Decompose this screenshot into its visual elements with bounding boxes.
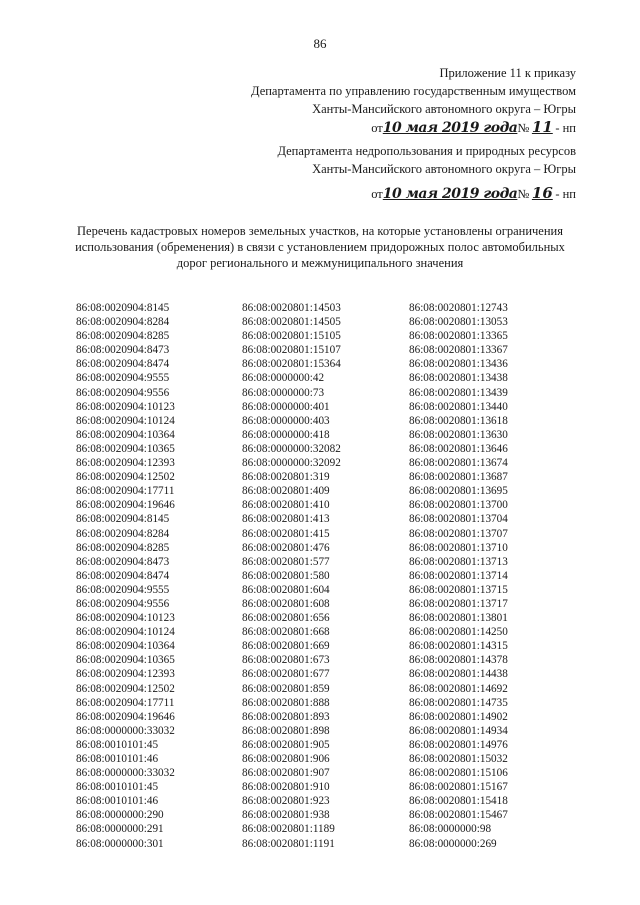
cadastral-number: 86:08:0000000:73	[242, 386, 325, 399]
handwritten-order-number: 11	[531, 118, 553, 136]
cadastral-number: 86:08:0010101:45	[76, 738, 159, 751]
order-number-label: №	[517, 187, 530, 201]
cadastral-number: 86:08:0020904:10365	[76, 442, 175, 455]
department-line: Департамента по управлению государственным имуществом	[251, 84, 576, 98]
cadastral-number: 86:08:0020801:13687	[409, 471, 508, 484]
cadastral-number: 86:08:0020801:14503	[242, 302, 341, 314]
cadastral-number: 86:08:0020801:415	[242, 527, 330, 540]
order-prefix: от	[371, 121, 383, 135]
cadastral-number: 86:08:0020801:859	[242, 682, 330, 695]
cadastral-number: 86:08:0020801:907	[242, 767, 330, 780]
cadastral-number: 86:08:0020904:17711	[76, 696, 175, 709]
order-suffix: - нп	[555, 121, 576, 135]
cadastral-number: 86:08:0020801:13700	[409, 499, 508, 512]
cadastral-number: 86:08:0000000:33032	[76, 724, 175, 737]
handwritten-order-number: 16	[531, 184, 553, 202]
cadastral-number: 86:08:0020904:8285	[76, 330, 170, 343]
cadastral-number: 86:08:0020801:14934	[409, 724, 508, 737]
cadastral-number: 86:08:0020801:13440	[409, 400, 508, 413]
cadastral-number: 86:08:0020801:580	[242, 569, 330, 582]
cadastral-number: 86:08:0020904:12502	[76, 682, 175, 695]
cadastral-number: 86:08:0020904:12502	[76, 471, 175, 484]
cadastral-number: 86:08:0020801:888	[242, 696, 330, 709]
cadastral-number: 86:08:0020801:15418	[409, 795, 508, 808]
cadastral-number: 86:08:0020801:677	[242, 668, 330, 681]
department-line: Департамента недропользования и природных ресурсов	[277, 144, 576, 158]
cadastral-number: 86:08:0020801:13630	[409, 428, 508, 441]
cadastral-number: 86:08:0020904:8145	[76, 513, 170, 526]
cadastral-number: 86:08:0020801:905	[242, 738, 330, 751]
cadastral-number: 86:08:0020801:604	[242, 583, 330, 596]
cadastral-number: 86:08:0020904:17711	[76, 485, 175, 498]
cadastral-number: 86:08:0020904:9556	[76, 597, 170, 610]
cadastral-number: 86:08:0020801:13365	[409, 330, 508, 343]
cadastral-number: 86:08:0020904:19646	[76, 499, 175, 512]
cadastral-number: 86:08:0020801:923	[242, 795, 330, 808]
cadastral-number: 86:08:0000000:98	[409, 823, 492, 836]
document-title: Перечень кадастровых номеров земельных участков, на которые установлены ограничения использования (обременения) в связи с установлением придорожных полос автомобильных дорог регионального и межмуниципального значения	[75, 224, 565, 270]
cadastral-number: 86:08:0020801:938	[242, 809, 330, 822]
cadastral-number: 86:08:0000000:33032	[76, 767, 175, 780]
cadastral-number: 86:08:0000000:269	[409, 837, 497, 850]
region-line: Ханты-Мансийского автономного округа – Югры	[312, 162, 576, 176]
cadastral-number: 86:08:0020904:19646	[76, 710, 175, 723]
cadastral-number: 86:08:0020801:906	[242, 753, 330, 765]
cadastral-number: 86:08:0020801:13715	[409, 583, 508, 596]
order-suffix: - нп	[555, 187, 576, 201]
cadastral-number: 86:08:0010101:46	[76, 795, 159, 808]
cadastral-number: 86:08:0020801:14735	[409, 696, 508, 709]
cadastral-number: 86:08:0020801:15032	[409, 753, 508, 765]
cadastral-number: 86:08:0000000:401	[242, 400, 330, 413]
cadastral-number: 86:08:0000000:42	[242, 372, 325, 385]
cadastral-column-1	[76, 301, 242, 851]
cadastral-number: 86:08:0000000:403	[242, 414, 330, 427]
cadastral-number: 86:08:0020801:14976	[409, 738, 508, 751]
cadastral-number: 86:08:0020801:14692	[409, 682, 508, 695]
cadastral-number: 86:08:0020801:319	[242, 471, 330, 484]
cadastral-number: 86:08:0020801:14505	[242, 316, 341, 329]
cadastral-number: 86:08:0000000:291	[76, 823, 164, 836]
cadastral-number: 86:08:0020801:14438	[409, 668, 508, 681]
cadastral-number: 86:08:0000000:418	[242, 428, 330, 441]
cadastral-number: 86:08:0020801:910	[242, 781, 330, 794]
cadastral-number: 86:08:0020904:9555	[76, 583, 170, 596]
cadastral-number: 86:08:0020904:8145	[76, 302, 170, 314]
cadastral-number: 86:08:0000000:301	[76, 837, 164, 850]
cadastral-number: 86:08:0020904:10364	[76, 428, 175, 441]
cadastral-number: 86:08:0020801:13714	[409, 569, 508, 582]
cadastral-number: 86:08:0020801:673	[242, 654, 330, 667]
cadastral-number: 86:08:0020904:10124	[76, 414, 175, 427]
cadastral-number: 86:08:0020904:8474	[76, 569, 170, 582]
cadastral-number: 86:08:0020801:669	[242, 640, 330, 653]
cadastral-number: 86:08:0020801:14378	[409, 654, 508, 667]
cadastral-number: 86:08:0020801:15167	[409, 781, 508, 794]
order-number-label: №	[517, 121, 530, 135]
cadastral-number: 86:08:0020801:15107	[242, 344, 341, 357]
handwritten-date: 10 мая 2019 года	[382, 120, 518, 136]
cadastral-number: 86:08:0010101:45	[76, 781, 159, 794]
cadastral-number: 86:08:0020801:13707	[409, 527, 508, 540]
cadastral-number: 86:08:0020801:13438	[409, 372, 508, 385]
cadastral-number: 86:08:0020801:12743	[409, 302, 508, 314]
cadastral-number: 86:08:0020801:13704	[409, 513, 508, 526]
cadastral-number: 86:08:0000000:290	[76, 809, 164, 822]
cadastral-number: 86:08:0020801:13695	[409, 485, 508, 498]
cadastral-number: 86:08:0020904:8284	[76, 316, 170, 329]
cadastral-number: 86:08:0020801:409	[242, 485, 330, 498]
cadastral-number: 86:08:0020904:10123	[76, 612, 175, 625]
cadastral-number: 86:08:0020801:15467	[409, 809, 508, 822]
region-line: Ханты-Мансийского автономного округа – Югры	[312, 102, 576, 116]
cadastral-number: 86:08:0020801:1189	[242, 823, 335, 836]
cadastral-number: 86:08:0020801:413	[242, 513, 330, 526]
cadastral-number: 86:08:0020904:12393	[76, 668, 175, 681]
cadastral-number: 86:08:0020801:14902	[409, 710, 508, 723]
cadastral-number: 86:08:0020801:13710	[409, 541, 508, 554]
cadastral-column-3	[409, 301, 576, 851]
cadastral-number: 86:08:0020801:13053	[409, 316, 508, 329]
cadastral-number: 86:08:0020904:8473	[76, 555, 170, 568]
cadastral-number: 86:08:0020904:9555	[76, 372, 170, 385]
cadastral-number: 86:08:0020801:410	[242, 499, 330, 512]
cadastral-number: 86:08:0020801:608	[242, 597, 330, 610]
appendix-line: Приложение 11 к приказу	[439, 66, 576, 80]
cadastral-number: 86:08:0020904:8285	[76, 541, 170, 554]
order-prefix: от	[371, 187, 383, 201]
cadastral-number: 86:08:0020801:15106	[409, 767, 508, 780]
cadastral-number: 86:08:0020801:898	[242, 724, 330, 737]
cadastral-number: 86:08:0020904:8473	[76, 344, 170, 357]
appendix-header-2	[277, 124, 576, 203]
page-number: 86	[313, 36, 327, 51]
cadastral-column-2	[242, 301, 409, 851]
cadastral-number: 86:08:0020801:13618	[409, 414, 508, 427]
cadastral-number: 86:08:0020801:15105	[242, 330, 341, 343]
cadastral-number: 86:08:0020801:13436	[409, 358, 508, 371]
cadastral-number: 86:08:0020801:893	[242, 710, 330, 723]
cadastral-number: 86:08:0020904:10365	[76, 654, 175, 667]
cadastral-number: 86:08:0020904:10123	[76, 400, 175, 413]
cadastral-number: 86:08:0020904:8474	[76, 358, 170, 371]
cadastral-number: 86:08:0020801:15364	[242, 358, 341, 371]
cadastral-number: 86:08:0020801:476	[242, 541, 330, 554]
cadastral-number: 86:08:0000000:32092	[242, 457, 341, 470]
cadastral-number: 86:08:0020904:12393	[76, 457, 175, 470]
cadastral-number: 86:08:0020801:656	[242, 612, 330, 625]
cadastral-number: 86:08:0020801:13646	[409, 442, 508, 455]
cadastral-number: 86:08:0020904:10124	[76, 626, 175, 639]
cadastral-number: 86:08:0020801:14250	[409, 626, 508, 639]
cadastral-number: 86:08:0020801:13713	[409, 555, 508, 568]
cadastral-number: 86:08:0020904:9556	[76, 386, 170, 399]
cadastral-number: 86:08:0010101:46	[76, 753, 159, 765]
cadastral-number: 86:08:0020801:13801	[409, 612, 508, 625]
order-line-2	[277, 184, 576, 203]
cadastral-number-list	[76, 301, 576, 851]
cadastral-number: 86:08:0020801:13439	[409, 386, 508, 399]
cadastral-number: 86:08:0000000:32082	[242, 442, 341, 455]
cadastral-number: 86:08:0020904:10364	[76, 640, 175, 653]
cadastral-number: 86:08:0020801:14315	[409, 640, 508, 653]
handwritten-date: 10 мая 2019 года	[382, 186, 518, 202]
cadastral-number: 86:08:0020801:1191	[242, 837, 335, 850]
cadastral-number: 86:08:0020801:13674	[409, 457, 508, 470]
cadastral-number: 86:08:0020801:668	[242, 626, 330, 639]
cadastral-number: 86:08:0020801:577	[242, 555, 330, 568]
cadastral-number: 86:08:0020801:13367	[409, 344, 508, 357]
cadastral-number: 86:08:0020801:13717	[409, 597, 508, 610]
cadastral-number: 86:08:0020904:8284	[76, 527, 170, 540]
